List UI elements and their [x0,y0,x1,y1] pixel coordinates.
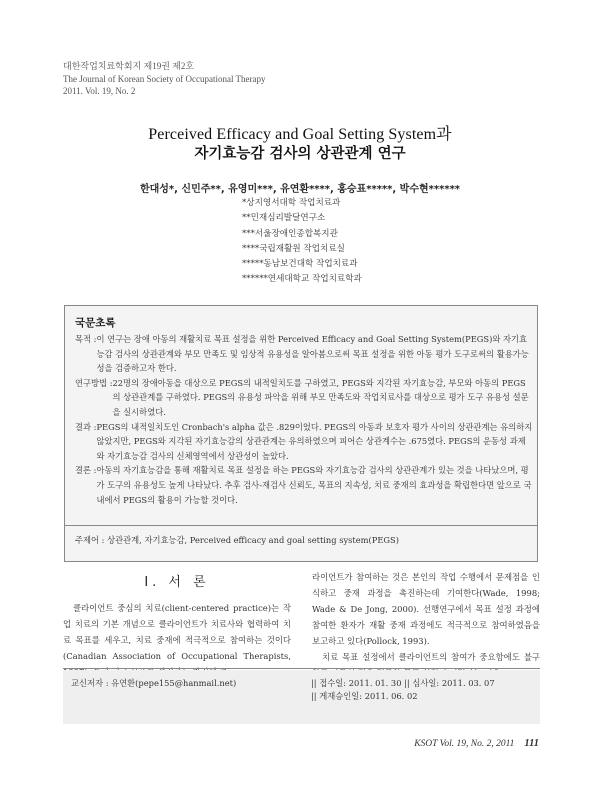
abstract-item-method [75,376,533,420]
abstract-item-text: 아동의 자기효능감을 통해 재활치료 목표 설정을 하는 PEGS와 자기효능감 검사의 상관관계가 있는 것을 나타났으며, 평가 도구의 유용성도 높게 나타났다. 추후 검사-재검사 신뢰도, 목표의 지속성, 치료 중재의 효과성을 확립한다면 앞으로 국내에서 PEGS의 활용이 가능할 것이다. [96,465,532,505]
page-footer [414,738,539,749]
journal-name-ko: 대한작업치료학회지 제19권 제2호 [63,61,195,71]
abstract-item-label: 목적 : [75,334,97,344]
accepted-date: || 게재승인일: 2011. 06. 02 [311,691,418,701]
abstract-item-label: 결과 : [75,421,97,432]
abstract-item-text: 22명의 장애아동을 대상으로 PEGS의 내적일치도를 구하였고, PEGS와 지각된 자기효능감, 부모와 아동의 PEGS의 상관관계를 구하였다. PEGS의 유용성 파악을 위해 부모 만족도와 작업치료사를 대상으로 평가 도구 유용성 설문을 실시하였다. [112,377,529,417]
paper-title-ko: 자기효능감 검사의 상관관계 연구 [194,146,406,162]
journal-name-en: The Journal of Korean Society of Occupational Therapy [63,73,266,84]
right-column [312,569,540,681]
correspondence-box [63,670,540,724]
journal-header [63,60,266,98]
abstract-body [75,332,533,507]
submission-dates [311,677,495,703]
abstract-box [64,305,538,562]
footer-divider [63,668,540,669]
abstract-divider [65,525,537,526]
abstract-item-conclusion [75,463,533,507]
affiliation: *****동남보건대학 작업치료과 [242,259,358,270]
abstract-keywords: 주제어 : 상관관계, 자기효능감, Perceived efficacy and goal setting system(PEGS) [75,535,399,545]
left-column [63,569,291,680]
affiliation: ******연세대학교 작업치료학과 [242,274,362,285]
paper-title-en: Perceived Efficacy and Goal Setting System과 [148,126,452,143]
abstract-item-text: PEGS의 내적일치도인 Cronbach's alpha 값은 .829이었다. PEGS의 아동과 보호자 평가 사이의 상관관계는 유의하지 않았지만, PEGS와 지각된 자기효능감의 상관관계는 유의하였으며 피어슨 상관계수는 .675였다. PEGS의 운동성 과제와 자기효능감 검사의 신체영역에서 상관성이 높았다. [96,421,533,461]
body-paragraph: 클라이언트 중심의 치료(client-centered practice)는 작업 치료의 기본 개념으로 클라이언트가 치료사와 협력하여 치료 목표를 세우고, 치료 중재에 적극적으로 참여하는 것이다(Canadian Association of Occupational Therapists, [63,603,291,661]
abstract-item-text: 이 연구는 장애 아동의 재활치료 목표 설정을 위한 Perceived Efficacy and Goal Setting System(PEGS)와 자기효능감 검사의 상관관계와 부모 만족도 및 임상적 유용성을 알아봄으로써 목표 설정을 위한 아동 평가 도구로써의 활용가능성을 검증하고자 한다. [96,334,529,374]
abstract-heading: 국문초록 [75,317,116,329]
affiliation: ***서울장애인종합복지관 [242,228,338,239]
author-list: 한대성*, 신민주**, 유영미***, 유연환****, 홍승표*****, 박수현****** [139,184,461,195]
abstract-item-results [75,420,533,464]
affiliation: *상지영서대학 작업치료과 [242,198,341,208]
section-heading: Ⅰ. 서 론 [144,575,210,590]
corresponding-author: 교신저자 : 유연환(pepe155@hanmail.net) [71,678,237,688]
abstract-item-label: 결론 : [75,465,97,476]
abstract-item-label: 연구방법 : [75,377,113,388]
footer-journal: KSOT Vol. 19, No. 2, 2011 [414,739,515,749]
received-date: || 접수일: 2011. 01. 30 || 심사일: 2011. 03. 07 [311,678,495,688]
affiliation: ****국립재활원 작업치료실 [242,243,345,254]
page-number: 111 [524,738,539,749]
affiliation: **민재심리발달연구소 [242,213,326,224]
body-paragraph: 치료 목표 설정에서 클라이언트의 참여가 중요함에도 불구 [322,652,540,662]
body-paragraph: 라이언트가 참여하는 것은 본인의 작업 수행에서 문제점을 인식하고 중재 과정을 촉진하는데 기여한다(Wade, 1998; Wade & De Jong, 2000). 선행연구에서 목표 설정 과정에 참여한 환자가 재활 중재 과정에도 적극적으로 참여하였음을 보고하고 있다(Pollock, 1993). [312,572,540,646]
journal-volume: 2011. Vol. 19, No. 2 [63,86,136,96]
affiliations [242,196,402,288]
abstract-item-purpose [75,332,533,376]
